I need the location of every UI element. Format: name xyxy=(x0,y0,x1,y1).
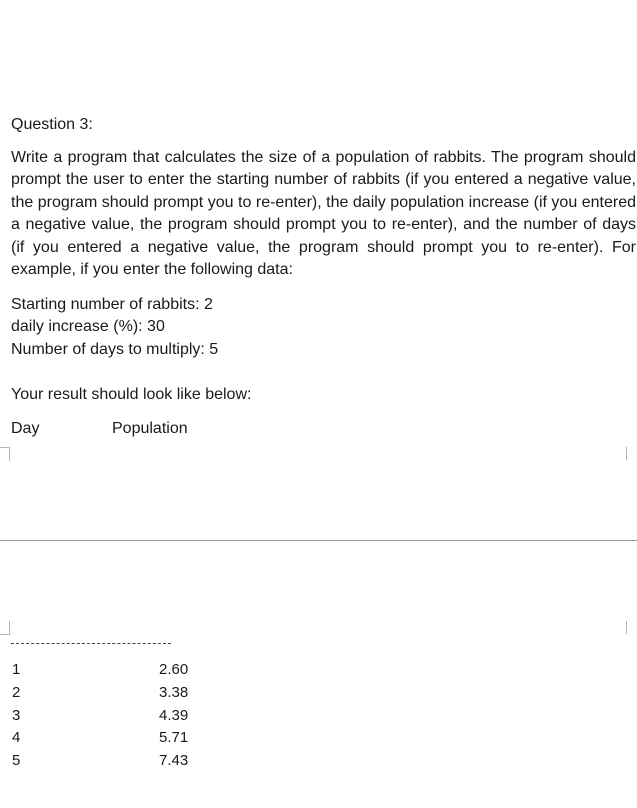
column-header-population: Population xyxy=(112,420,188,437)
page-corner-mark xyxy=(0,621,10,635)
example-starting-rabbits: Starting number of rabbits: 2 xyxy=(11,296,213,313)
page-corner-mark xyxy=(626,447,636,460)
table-row-population: 7.43 xyxy=(159,752,189,769)
table-row-population: 3.38 xyxy=(159,684,189,701)
question-body: Write a program that calculates the size of a population of rabbits. The program should prompt the user to enter the starting number of rabbits (if you entered a negative value, the program should prompt you to re-enter), the daily population increase (if you entered a negative value, the program should prompt you to re-enter), and the number of days (if you entered a negative value, the program should prompt you to re-enter). For example, if you enter the following data: xyxy=(11,149,636,279)
result-intro: Your result should look like below: xyxy=(11,386,252,403)
table-row-day: 2 xyxy=(12,684,21,701)
table-row-population: 2.60 xyxy=(159,661,189,678)
example-number-of-days: Number of days to multiply: 5 xyxy=(11,341,219,358)
table-separator xyxy=(11,643,171,644)
table-row-population: 4.39 xyxy=(159,707,189,724)
page-corner-mark xyxy=(0,447,10,461)
page-break-divider xyxy=(0,540,637,541)
table-row-day: 3 xyxy=(12,707,21,724)
question-title: Question 3: xyxy=(11,116,93,133)
column-header-day: Day xyxy=(11,420,40,437)
table-row-population: 5.71 xyxy=(159,729,189,746)
table-row-day: 4 xyxy=(12,729,21,746)
table-row-day: 5 xyxy=(12,752,21,769)
table-row-day: 1 xyxy=(12,661,21,678)
page-corner-mark xyxy=(626,621,636,634)
example-daily-increase: daily increase (%): 30 xyxy=(11,318,165,335)
